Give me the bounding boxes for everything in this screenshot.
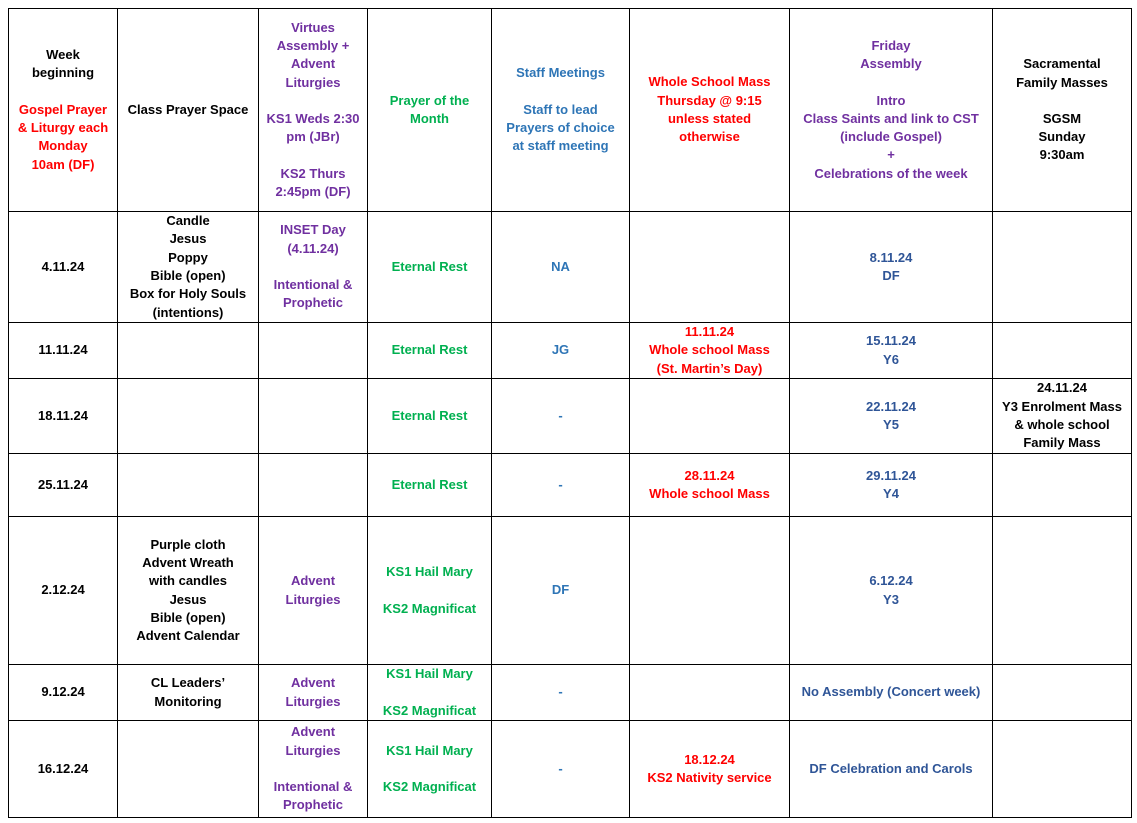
text-line: (intentions) — [152, 304, 224, 320]
text-line: 11.11.24 — [684, 324, 735, 340]
cell-friday-assembly — [790, 323, 993, 379]
cell-prayer-of-the-month — [368, 517, 492, 665]
cell-sacramental-family-masses — [993, 721, 1132, 818]
cell-whole-school-mass — [630, 323, 790, 379]
text-line: (4.11.24) — [287, 240, 339, 256]
cell-week-beginning — [9, 323, 118, 379]
text-line: Prayer of the — [389, 92, 470, 108]
text-line: Advent — [290, 56, 336, 72]
header-whole-school-mass — [630, 9, 790, 212]
text-line: Week — [46, 47, 80, 63]
cell-text-block — [996, 110, 1128, 165]
cell-text-block — [121, 101, 255, 119]
cell-week-beginning — [9, 379, 118, 454]
text-line: 29.11.24 — [866, 467, 916, 483]
cell-staff-meetings — [492, 665, 630, 721]
text-line: otherwise — [679, 129, 740, 145]
table-row — [9, 379, 1132, 454]
table-row — [9, 665, 1132, 721]
cell-text-block — [495, 341, 626, 359]
cell-text-block — [371, 665, 488, 683]
cell-text-block — [495, 64, 626, 82]
header-class-prayer-space — [118, 9, 259, 212]
cell-class-prayer-space — [118, 323, 259, 379]
cell-text-block — [793, 683, 989, 701]
cell-text-block — [495, 258, 626, 276]
header-staff-meetings — [492, 9, 630, 212]
cell-virtues-assembly — [259, 323, 368, 379]
text-line: - — [558, 684, 563, 700]
cell-virtues-assembly — [259, 212, 368, 323]
text-line: 15.11.24 — [866, 333, 916, 349]
cell-text-block — [793, 398, 989, 435]
text-line: KS1 Weds 2:30 — [266, 111, 360, 126]
cell-week-beginning — [9, 665, 118, 721]
cell-virtues-assembly — [259, 517, 368, 665]
text-line: unless stated — [667, 111, 752, 126]
cell-text-block — [793, 467, 989, 504]
cell-staff-meetings — [492, 721, 630, 818]
cell-friday-assembly — [790, 721, 993, 818]
text-line: Bible (open) — [150, 609, 226, 625]
cell-text-block — [633, 751, 786, 788]
text-line: Prayers of choice — [506, 120, 615, 135]
text-line: Monitoring — [154, 693, 222, 709]
text-line: - — [558, 407, 563, 423]
text-line: Staff to lead — [523, 101, 598, 117]
cell-text-block — [371, 742, 488, 760]
week-date: 16.12.24 — [37, 760, 89, 776]
text-line: Whole school Mass — [649, 342, 770, 358]
text-line: Whole school Mass — [649, 486, 770, 501]
week-date: 4.11.24 — [41, 258, 85, 274]
text-line: KS2 Magnificat — [382, 702, 477, 718]
header-virtues-assembly — [259, 9, 368, 212]
cell-text-block — [371, 407, 488, 425]
cell-virtues-assembly — [259, 379, 368, 454]
text-line: Whole School Mass — [648, 74, 771, 90]
text-line: Monday — [38, 138, 88, 154]
cell-sacramental-family-masses — [993, 517, 1132, 665]
cell-text-block — [793, 332, 989, 369]
text-line: & Liturgy each — [17, 120, 109, 135]
text-line: with candles — [148, 573, 228, 589]
cell-text-block — [495, 407, 626, 425]
text-line: Y4 — [883, 486, 899, 501]
cell-sacramental-family-masses — [993, 454, 1132, 517]
text-line: Celebrations of the week — [814, 165, 968, 181]
cell-whole-school-mass — [630, 517, 790, 665]
cell-text-block — [495, 476, 626, 494]
text-line: Month — [410, 111, 449, 126]
text-line: Gospel Prayer — [18, 101, 108, 117]
cell-sacramental-family-masses — [993, 665, 1132, 721]
cell-prayer-of-the-month — [368, 379, 492, 454]
text-line: Advent Wreath — [142, 554, 234, 570]
cell-class-prayer-space — [118, 454, 259, 517]
cell-text-block — [262, 572, 364, 609]
cell-staff-meetings — [492, 454, 630, 517]
cell-text-block — [371, 341, 488, 359]
cell-friday-assembly — [790, 212, 993, 323]
text-line: 18.12.24 — [684, 751, 735, 767]
cell-sacramental-family-masses — [993, 212, 1132, 323]
text-line: JG — [551, 342, 570, 358]
text-line: Purple cloth — [150, 536, 226, 552]
text-line: Prophetic — [283, 797, 343, 813]
text-line: Family Mass — [1023, 435, 1101, 451]
table-row — [9, 323, 1132, 379]
cell-class-prayer-space — [118, 379, 259, 454]
cell-text-block — [121, 536, 255, 646]
cell-friday-assembly — [790, 454, 993, 517]
cell-virtues-assembly — [259, 454, 368, 517]
text-line: Thursday @ 9:15 — [657, 92, 762, 108]
week-date: 25.11.24 — [38, 476, 88, 492]
text-line: 22.11.24 — [866, 398, 916, 414]
cell-text-block — [495, 760, 626, 778]
text-line: Jesus — [169, 591, 207, 607]
text-line: Family Masses — [1016, 74, 1108, 90]
cell-staff-meetings — [492, 323, 630, 379]
cell-text-block — [633, 323, 786, 378]
text-line: KS1 Hail Mary — [386, 666, 473, 682]
text-line: DF — [551, 582, 570, 598]
text-line: pm (JBr) — [286, 129, 340, 145]
cell-whole-school-mass — [630, 379, 790, 454]
text-line: at staff meeting — [512, 138, 609, 154]
text-line: beginning — [31, 65, 95, 81]
text-line: Y3 — [883, 591, 899, 607]
text-line: KS2 Magnificat — [382, 779, 477, 794]
cell-text-block — [371, 600, 488, 618]
cell-class-prayer-space — [118, 665, 259, 721]
cell-class-prayer-space — [118, 212, 259, 323]
cell-text-block — [262, 221, 364, 258]
cell-text-block — [793, 92, 989, 183]
cell-friday-assembly — [790, 517, 993, 665]
text-line: Advent Calendar — [136, 628, 240, 644]
cell-text-block — [262, 276, 364, 313]
text-line: KS1 Hail Mary — [386, 564, 473, 580]
table-row — [9, 721, 1132, 818]
text-line: Prophetic — [283, 295, 343, 311]
cell-text-block — [262, 778, 364, 815]
text-line: Eternal Rest — [391, 476, 468, 492]
cell-text-block — [996, 379, 1128, 452]
text-line: KS1 Hail Mary — [386, 742, 473, 758]
text-line: 28.11.24 — [684, 467, 735, 483]
text-line: Sacramental — [1023, 56, 1101, 72]
cell-text-block — [121, 212, 255, 322]
text-line: Poppy — [168, 249, 208, 265]
cell-week-beginning — [9, 721, 118, 818]
cell-staff-meetings — [492, 379, 630, 454]
cell-text-block — [495, 581, 626, 599]
cell-friday-assembly — [790, 379, 993, 454]
text-line: Box for Holy Souls — [129, 286, 247, 302]
text-line: Eternal Rest — [391, 407, 468, 423]
header-prayer-of-the-month — [368, 9, 492, 212]
text-line: Virtues — [291, 19, 335, 35]
cell-whole-school-mass — [630, 665, 790, 721]
cell-class-prayer-space — [118, 721, 259, 818]
cell-week-beginning — [9, 454, 118, 517]
text-line: Class Prayer Space — [127, 101, 249, 117]
text-line: No Assembly (Concert week) — [801, 684, 981, 700]
cell-text-block — [121, 674, 255, 711]
cell-text-block — [262, 19, 364, 92]
text-line: KS2 Magnificat — [382, 600, 477, 616]
collective-worship-schedule — [8, 8, 1132, 818]
text-line: Eternal Rest — [391, 258, 468, 274]
text-line: Liturgies — [285, 693, 341, 709]
text-line: 2:45pm (DF) — [275, 183, 351, 199]
cell-text-block — [793, 37, 989, 74]
cell-text-block — [371, 702, 488, 720]
cell-staff-meetings — [492, 517, 630, 665]
cell-text-block — [12, 101, 114, 174]
text-line: KS2 Nativity service — [647, 770, 772, 785]
text-line: Staff Meetings — [516, 65, 605, 81]
cell-text-block — [12, 46, 114, 83]
cell-virtues-assembly — [259, 721, 368, 818]
week-date: 11.11.24 — [38, 342, 88, 358]
text-line: Assembly — [860, 56, 922, 72]
cell-sacramental-family-masses — [993, 379, 1132, 454]
cell-text-block — [371, 778, 488, 796]
cell-text-block — [262, 110, 364, 147]
cell-prayer-of-the-month — [368, 323, 492, 379]
text-line: Eternal Rest — [391, 342, 468, 358]
text-line: NA — [551, 258, 570, 274]
text-line: INSET Day — [280, 222, 346, 238]
cell-text-block — [633, 467, 786, 504]
cell-prayer-of-the-month — [368, 454, 492, 517]
text-line: Intro — [876, 92, 906, 108]
text-line: Advent — [290, 724, 336, 740]
header-week-beginning — [9, 9, 118, 212]
cell-week-beginning — [9, 212, 118, 323]
text-line: (St. Martin’s Day) — [656, 360, 763, 376]
cell-text-block — [793, 572, 989, 609]
text-line: KS2 Thurs — [280, 165, 346, 181]
text-line: Liturgies — [285, 591, 341, 607]
cell-text-block — [262, 723, 364, 760]
cell-text-block — [371, 563, 488, 581]
text-line: Advent — [290, 675, 336, 691]
cell-prayer-of-the-month — [368, 665, 492, 721]
text-line: Bible (open) — [150, 268, 226, 283]
cell-text-block — [495, 101, 626, 156]
table-row — [9, 212, 1132, 323]
text-line: 6.12.24 — [869, 573, 913, 589]
text-line: 9:30am — [1039, 147, 1085, 163]
text-line: Sunday — [1038, 129, 1086, 145]
text-line: Assembly + — [276, 38, 350, 54]
cell-text-block — [371, 92, 488, 129]
text-line: Y6 — [883, 351, 899, 367]
text-line: SGSM — [1042, 110, 1082, 126]
text-line: Intentional & — [273, 277, 353, 292]
text-line: Class Saints and link to CST — [803, 110, 979, 126]
text-line: 8.11.24 — [869, 249, 913, 265]
cell-text-block — [262, 674, 364, 711]
cell-text-block — [262, 165, 364, 202]
text-line: CL Leaders’ — [150, 675, 226, 691]
cell-text-block — [793, 760, 989, 778]
week-date: 2.12.24 — [41, 582, 85, 598]
cell-whole-school-mass — [630, 212, 790, 323]
text-line: Friday — [871, 37, 911, 53]
cell-whole-school-mass — [630, 454, 790, 517]
text-line: DF Celebration and Carols — [809, 760, 973, 776]
cell-text-block — [793, 249, 989, 286]
cell-text-block — [495, 683, 626, 701]
table-row — [9, 517, 1132, 665]
table-row — [9, 454, 1132, 517]
text-line: & whole school — [1014, 417, 1110, 432]
text-line: Advent — [290, 573, 336, 589]
header-friday-assembly — [790, 9, 993, 212]
header-row — [9, 9, 1132, 212]
text-line: Liturgies — [285, 74, 341, 90]
week-date: 18.11.24 — [38, 407, 88, 423]
cell-virtues-assembly — [259, 665, 368, 721]
header-sacramental-family-masses — [993, 9, 1132, 212]
text-line: (include Gospel) — [840, 129, 942, 145]
cell-friday-assembly — [790, 665, 993, 721]
cell-sacramental-family-masses — [993, 323, 1132, 379]
text-line: Y5 — [883, 417, 899, 432]
cell-whole-school-mass — [630, 721, 790, 818]
cell-week-beginning — [9, 517, 118, 665]
text-line: - — [558, 760, 563, 776]
text-line: Candle — [166, 213, 210, 229]
text-line: Liturgies — [285, 742, 341, 758]
cell-text-block — [371, 258, 488, 276]
cell-text-block — [633, 73, 786, 146]
text-line: 24.11.24 — [1037, 380, 1087, 396]
text-line: Jesus — [169, 231, 207, 247]
text-line: Y3 Enrolment Mass — [1002, 398, 1122, 414]
text-line: 10am (DF) — [31, 156, 95, 172]
cell-text-block — [996, 55, 1128, 92]
text-line: - — [558, 476, 563, 492]
text-line: + — [887, 147, 895, 163]
text-line: DF — [882, 268, 900, 283]
cell-prayer-of-the-month — [368, 721, 492, 818]
cell-text-block — [371, 476, 488, 494]
text-line: Intentional & — [273, 779, 353, 794]
cell-prayer-of-the-month — [368, 212, 492, 323]
week-date: 9.12.24 — [41, 684, 85, 700]
cell-staff-meetings — [492, 212, 630, 323]
cell-class-prayer-space — [118, 517, 259, 665]
